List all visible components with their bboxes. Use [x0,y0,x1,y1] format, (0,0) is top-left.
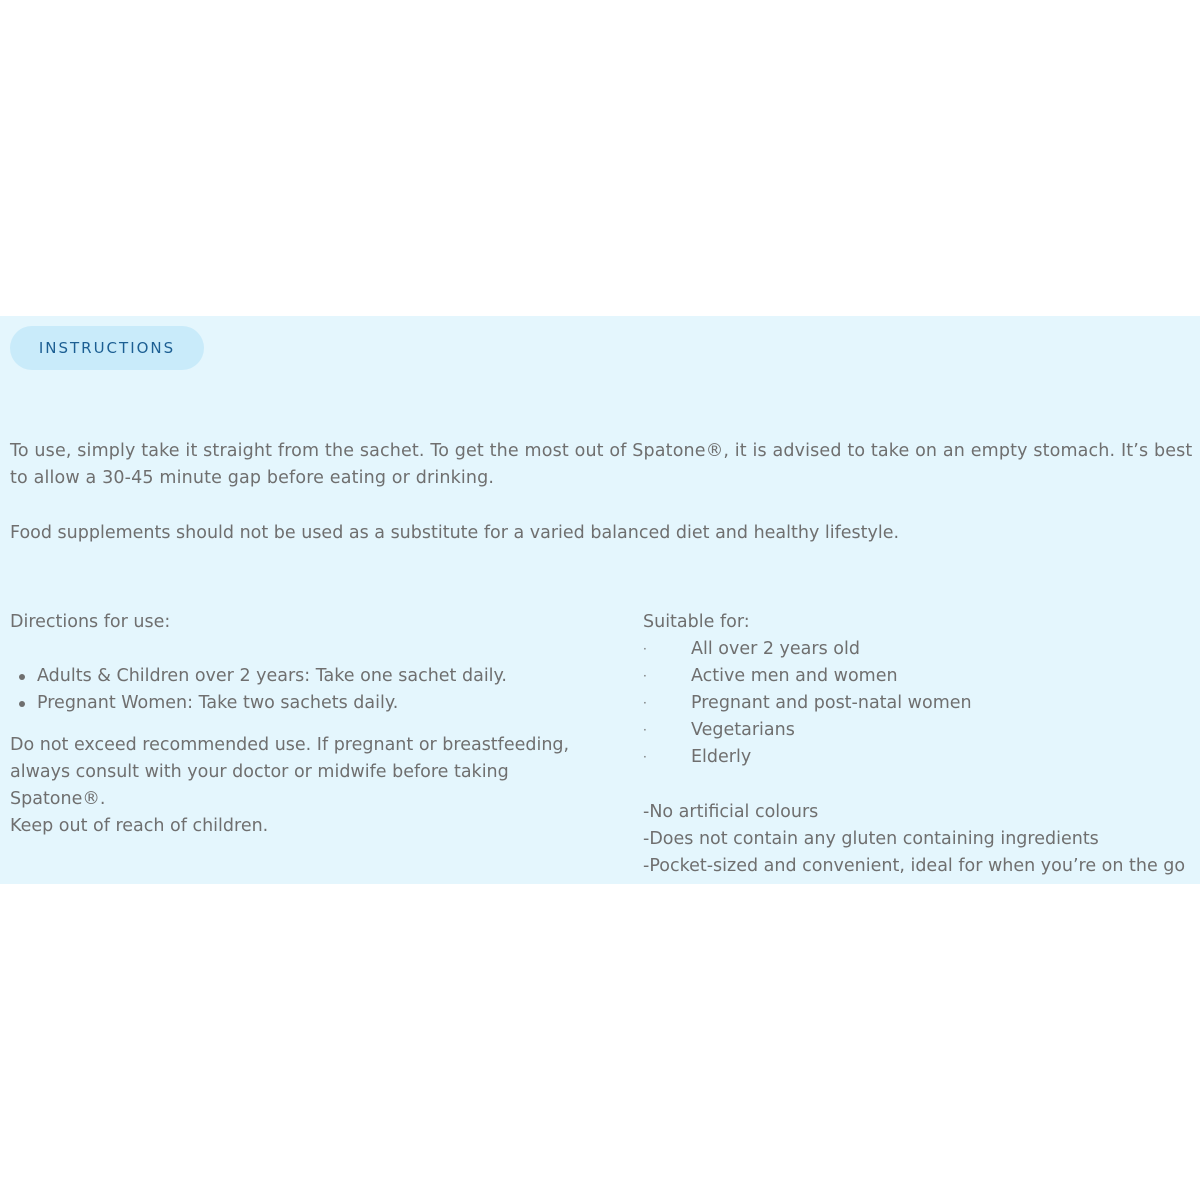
feature-item: -Does not contain any gluten containing ingredients [643,829,1099,849]
list-item: · Pregnant and post-natal women [643,690,972,717]
list-item: · Elderly [643,744,972,771]
list-item: · Active men and women [643,663,972,690]
warning-line: Do not exceed recommended use. If pregnant or breastfeeding, [10,735,570,755]
food-supplement-note: Food supplements should not be used as a substitute for a varied balanced diet and healthy lifestyle. [10,523,900,543]
usage-warning [10,732,569,840]
list-item: · Vegetarians [643,717,972,744]
feature-item: -No artificial colours [643,802,819,822]
directions-list [10,663,507,717]
list-item: Adults & Children over 2 years: Take one sachet daily. [10,663,507,690]
list-item: · All over 2 years old [643,636,972,663]
product-features [643,799,1185,880]
warning-line: always consult with your doctor or midwife before taking [10,762,509,782]
intro-paragraph: To use, simply take it straight from the sachet. To get the most out of Spatone®, it is advised to take on an empty stomach. It’s best to allow a 30-45 minute gap before eating or drinking. [10,441,1193,488]
suitable-title: Suitable for: [643,612,750,632]
feature-item: -Pocket-sized and convenient, ideal for when you’re on the go [643,856,1186,876]
suitable-list [643,636,972,771]
instructions-tab[interactable]: INSTRUCTIONS [10,326,204,370]
list-item: Pregnant Women: Take two sachets daily. [10,690,507,717]
warning-line: Spatone®. [10,789,106,809]
warning-line: Keep out of reach of children. [10,816,269,836]
directions-title: Directions for use: [10,612,171,632]
instructions-panel [0,316,1200,884]
